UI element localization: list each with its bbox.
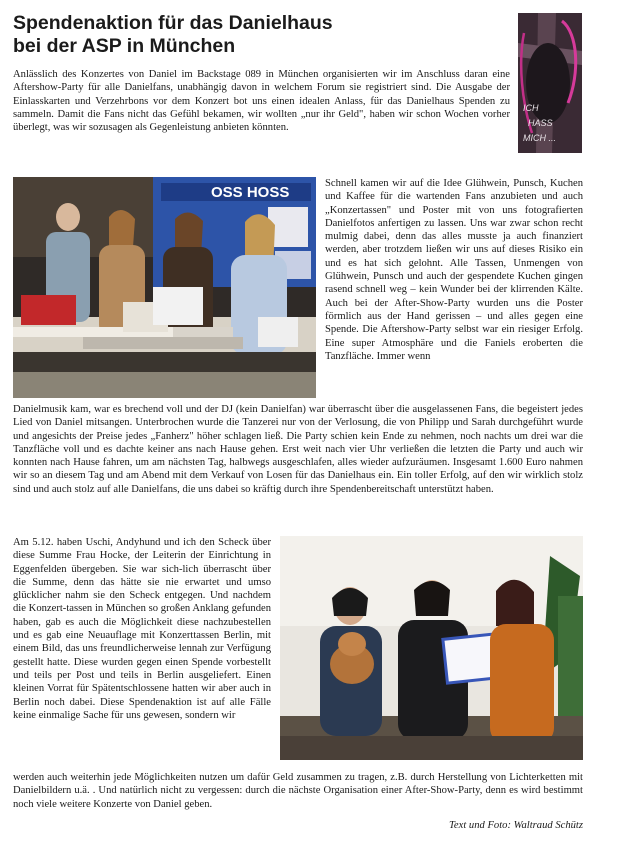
headline-line-1: Spendenaktion für das Danielhaus [13,12,333,34]
closing-paragraph: werden auch weiterhin jede Möglichkeiten nutzen um dafür Geld zusammen zu tragen, z.B. durch Herstellung von Lichterketten mit Danielbildern u.ä. . Und natürlich nicht zu vergessen: durch die nächste Organisation einer After-Show-Party, denn es wird bestimmt noch viele weitere Konzerte von Daniel geben. [13,772,583,810]
cover-text-1: ICH [523,103,539,113]
fan-stand-photo [13,177,316,398]
cover-text-3: MICH ... [523,133,556,143]
album-cover-image [518,13,582,153]
check-handover-photo [280,536,583,760]
right-column-paragraph: Schnell kamen wir auf die Idee Glühwein, Punsch, Kuchen und Kaffee für die wartenden Fans anzubieten und auch „Konzertassen" und Poster mit von uns fotografierten Danielfotos anfertigen zu lassen. Uns war zwar schon recht mulmig dabei, denn das alles musste ja auch finanziert werden, aber trotzdem ließen wir uns auf dieses Risiko ein und es hat sich gelohnt. Alle Tassen, Unmengen von Glühwein, Punsch und auch der gespendete Kuchen gingen rasend schnell weg – kein Wunder bei der klirrenden Kälte. Auch bei der After-Show-Party wurden uns die Poster förmlich aus der Hand gerissen – und alles gegen eine Spende. Die Aftershow-Party selbst war ein riesiger Erfolg. Eine super Atmosphäre und die Faniels eroberten die Tanzfläche. Immer wenn [325,178,583,362]
cover-text-2: HASS [528,118,553,128]
headline-line-2: bei der ASP in München [13,35,236,57]
banner-text: OSS HOSS [211,184,290,201]
intro-paragraph: Anlässlich des Konzertes von Daniel im Backstage 089 in München organisierten wir im Anschluss daran eine Aftershow-Party für alle Danielfans, unabhängig davon in welchem Forum sie registriert sind. Die Ausgabe der Einlasskarten und Verzehrbons vor dem Konzert bot uns einen idealen Anlass, für das Danielhaus Spenden zu sammeln. Damit die Fans nicht das Gefühl bekamen, wir wollten „nur ihr Geld", haben wir schon Wochen vorher überlegt, was wir sozusagen als Gegenleistung anbieten könnten. [13,69,510,134]
photo-credit: Text und Foto: Waltraud Schütz [449,820,583,831]
party-paragraph: Danielmusik kam, war es brechend voll und der DJ (kein Danielfan) war überrascht über die ausgelassenen Fans, die begeistert jedes Lied von Daniel mitsangen. Unterbrochen wurde die Tanzerei nur von der Verlosung, die von Philipp und Sarah durchgeführt wurde und angesichts der Preise jedes „Fanherz" höher schlagen ließ. Die Party schien kein Ende zu nehmen, noch nachts um drei war die Tanzfläche voll und es dachte keiner ans nach Hause gehen. Erst weit nach vier Uhr verließen die letzten die Party und auch wir konnten nach Hause fahren, um am nächsten Tag, halbwegs ausgeschlafen, alles wieder aufzuräumen. Insgesamt 1.600 Euro nahmen wir so an diesem Tag und am Abend mit dem Verkauf von Losen für das Danielhaus ein. Ein toller Erfolg, auf den wir wirklich stolz sind und auch stolz auf alle Danielfans, die uns dabei so kräftig durch ihre Spendenbereitschaft unterstützt haben. [13,404,583,495]
check-handover-paragraph: Am 5.12. haben Uschi, Andyhund und ich den Scheck über diese Summe Frau Hocke, der Leiterin der Einrichtung in Eggenfelden übergeben. Sie war sich-lich überrascht über die Summe, denn das hätte sie nie erwartet und umso glücklicher nahm sie den Scheck entgegen. Und nachdem die Konzert-tassen in München so großen Anklang gefunden haben, gab es auch die Möglichkeit diese nachzubestellen und es gab eine Neuauflage mit Konzerttassen Berlin, mit einem Bild, das uns freundlicherweise lennah zur Verfügung gestellt hatte. Diese wurden gegen einen Spende vorbestellt und teils per Post und teils in Berlin ausgeliefert. Einen kleinen Vorrat für Spätentschlossene hatten wir aber auch in Berlin noch dabei. Diese Spendenaktion ist auf alle Fälle keine einmalige Sache für uns gewesen, sondern wir [13,537,271,721]
article-headline [13,12,508,58]
